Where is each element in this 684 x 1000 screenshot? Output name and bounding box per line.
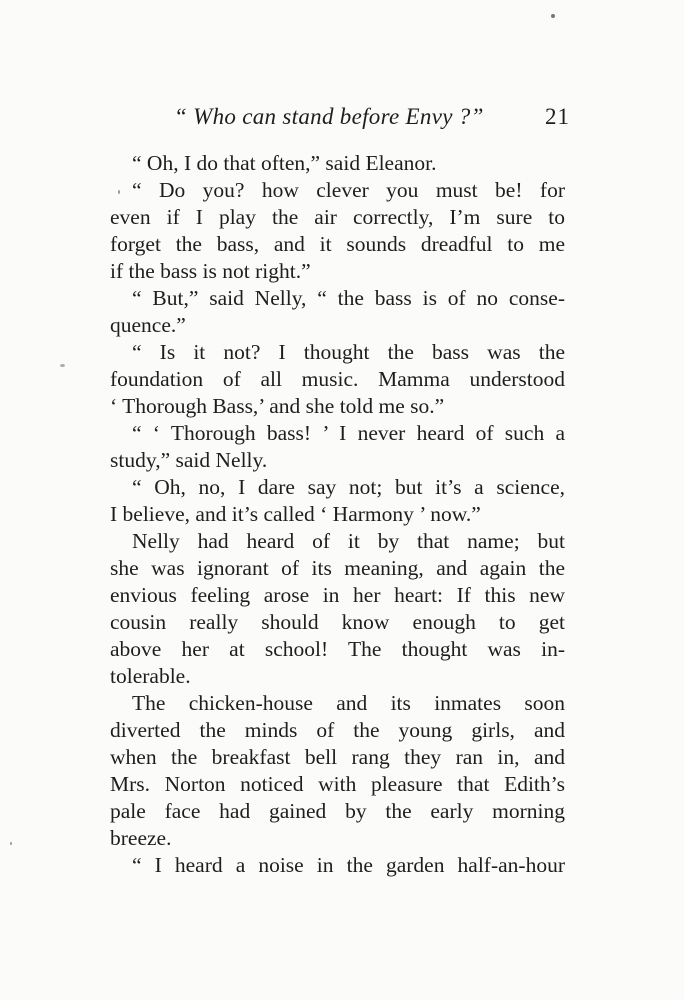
- text-line: tolerable.: [110, 664, 191, 688]
- text-line: even if I play the air correctly, I’m sure to: [110, 205, 565, 229]
- text-line: study,” said Nelly.: [110, 448, 268, 472]
- text-line: “ But,” said Nelly, “ the bass is of no conse-: [132, 286, 565, 310]
- text-line: envious feeling arose in her heart: If this new: [110, 583, 565, 607]
- text-line: Nelly had heard of it by that name; but: [132, 529, 565, 553]
- text-line: “ Oh, no, I dare say not; but it’s a science,: [132, 475, 565, 499]
- text-line: cousin really should know enough to get: [110, 610, 565, 634]
- body-text: [110, 150, 565, 879]
- text-line: when the breakfast bell rang they ran in, and: [110, 745, 565, 769]
- text-line: “ Do you? how clever you must be! for: [132, 178, 565, 202]
- text-line: forget the bass, and it sounds dreadful to me: [110, 232, 565, 256]
- text-line: if the bass is not right.”: [110, 259, 311, 283]
- scan-speck: [551, 14, 555, 18]
- scan-speck: [118, 190, 120, 194]
- page-number: 21: [545, 104, 570, 129]
- text-line: she was ignorant of its meaning, and again the: [110, 556, 565, 580]
- text-line: Mrs. Norton noticed with pleasure that Edith’s: [110, 772, 565, 796]
- text-line: above her at school! The thought was in-: [110, 637, 565, 661]
- text-line: The chicken-house and its inmates soon: [132, 691, 565, 715]
- text-line: “ Oh, I do that often,” said Eleanor.: [132, 151, 437, 175]
- text-line: diverted the minds of the young girls, and: [110, 718, 565, 742]
- text-line: “ Is it not? I thought the bass was the: [132, 340, 565, 364]
- scan-speck: [60, 364, 65, 367]
- text-line: “ I heard a noise in the garden half-an-hour: [132, 853, 565, 877]
- text-line: I believe, and it’s called ‘ Harmony ’ now.”: [110, 502, 481, 526]
- text-line: “ ‘ Thorough bass! ’ I never heard of such a: [132, 421, 565, 445]
- text-line: pale face had gained by the early morning: [110, 799, 565, 823]
- text-line: quence.”: [110, 313, 186, 337]
- scan-speck: [10, 842, 12, 845]
- running-head: [110, 104, 570, 136]
- text-line: ‘ Thorough Bass,’ and she told me so.”: [110, 394, 445, 418]
- running-title: “ Who can stand before Envy ?”: [174, 104, 484, 129]
- text-line: foundation of all music. Mamma understood: [110, 367, 565, 391]
- text-line: breeze.: [110, 826, 172, 850]
